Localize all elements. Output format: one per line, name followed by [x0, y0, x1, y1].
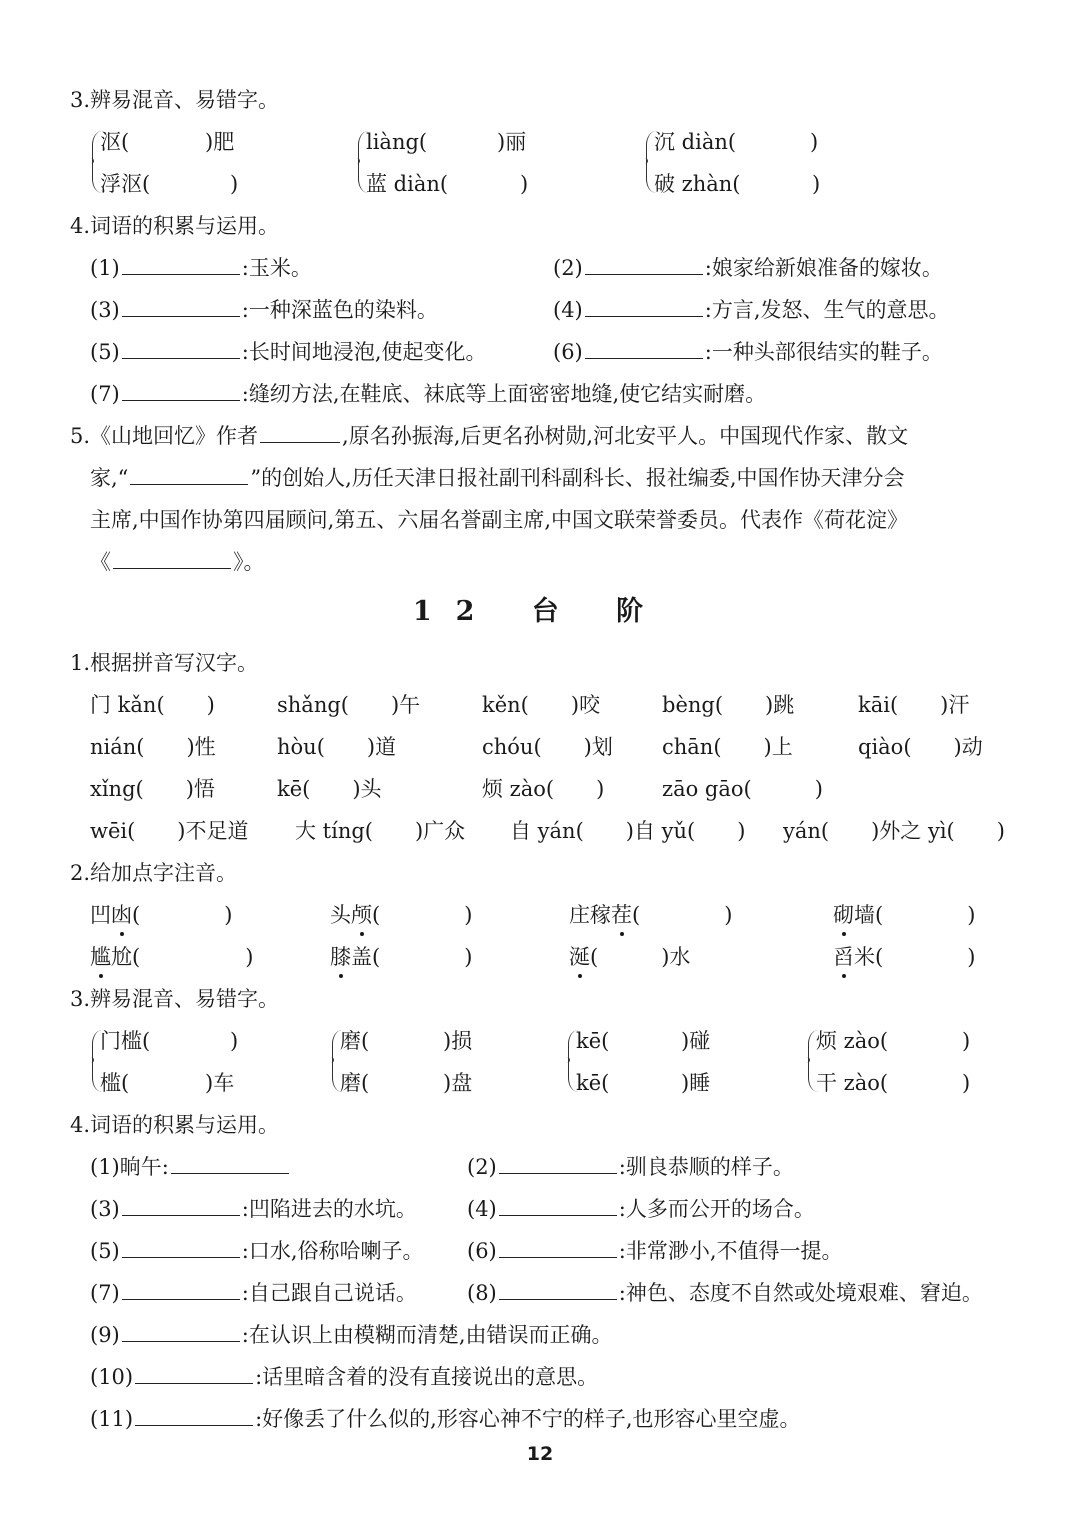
answer-blank[interactable] — [122, 1279, 240, 1300]
answer-blank[interactable] — [499, 1237, 617, 1258]
pair-item: 烦 zào( — [816, 1029, 889, 1053]
pair-item: ) — [812, 172, 821, 196]
dotted-char: 尴 — [90, 942, 111, 972]
pair-item: )丽 — [497, 130, 527, 154]
dotted-char-item: 尴尬( ) — [90, 942, 253, 972]
paragraph-line: 5.《山地回忆》作者 ,原名孙振海,后更名孙树勋,河北安平人。中国现代作家、散文 — [70, 424, 909, 448]
vocab-item: (2) :驯良恭顺的样子。 — [467, 1155, 794, 1179]
vocab-item: (3) :一种深蓝色的染料。 — [90, 298, 438, 322]
answer-blank[interactable] — [499, 1195, 617, 1216]
pinyin-item: wēi( )不足道 — [90, 819, 249, 843]
section-heading: 4.词语的积累与运用。 — [70, 214, 280, 238]
section-heading: 2.给加点字注音。 — [70, 861, 238, 885]
pair-item: 干 zào( — [816, 1071, 889, 1095]
answer-blank[interactable] — [113, 548, 231, 569]
section-heading: 3.辨易混音、易错字。 — [70, 88, 280, 112]
pair-item: kē( — [576, 1071, 610, 1095]
answer-blank[interactable] — [135, 1363, 253, 1384]
answer-blank[interactable] — [260, 422, 340, 443]
pair-item: 破 zhàn( — [654, 172, 741, 196]
vocab-item: (6) :非常渺小,不值得一提。 — [467, 1239, 843, 1263]
paragraph-line: 家,“ ”的创始人,历任天津日报社副刊科副科长、报社编委,中国作协天津分会 — [90, 466, 905, 490]
pair-item: ) — [810, 130, 819, 154]
pair-item: 沤( — [100, 130, 130, 154]
pinyin-item: zāo gāo( ) — [662, 777, 823, 801]
dotted-char: 颅 — [351, 900, 372, 930]
dotted-char: 舀 — [833, 942, 854, 972]
pair-item: )睡 — [681, 1071, 711, 1095]
answer-blank[interactable] — [585, 296, 703, 317]
dotted-char-item: 舀米( ) — [833, 942, 975, 972]
dotted-char-item: 凹凼( ) — [90, 900, 232, 930]
pair-item: 槛( — [100, 1071, 130, 1095]
pinyin-item: kāi( )汗 — [858, 693, 970, 717]
pair-item: )盘 — [443, 1071, 473, 1095]
answer-blank[interactable] — [585, 338, 703, 359]
pair-item: ) — [962, 1029, 971, 1053]
vocab-item: (1)晌午: — [90, 1152, 291, 1182]
pair-item: kē( — [576, 1029, 610, 1053]
answer-blank[interactable] — [122, 254, 240, 275]
pinyin-item: 烦 zào( ) — [482, 777, 605, 801]
vocab-item: (2) :娘家给新娘准备的嫁妆。 — [553, 256, 943, 280]
vocab-item: (7) :缝纫方法,在鞋底、袜底等上面密密地缝,使它结实耐磨。 — [90, 382, 767, 406]
answer-blank[interactable] — [171, 1153, 289, 1174]
vocab-item: (11) :好像丢了什么似的,形容心神不宁的样子,也形容心里空虚。 — [90, 1407, 801, 1431]
answer-blank[interactable] — [122, 296, 240, 317]
answer-blank[interactable] — [135, 1405, 253, 1426]
dotted-char: 涎 — [569, 942, 590, 972]
dotted-char-item: 涎( )水 — [569, 942, 690, 972]
pair-item: 浮沤( — [100, 172, 151, 196]
paragraph-line: 主席,中国作协第四届顾问,第五、六届名誉副主席,中国文联荣誉委员。代表作《荷花淀》 — [90, 508, 909, 532]
pinyin-item: kěn( )咬 — [482, 693, 601, 717]
answer-blank[interactable] — [122, 1195, 240, 1216]
vocab-item: (3) :凹陷进去的水坑。 — [90, 1197, 417, 1221]
pair-item: ) — [230, 172, 239, 196]
pinyin-item: xǐng( )悟 — [90, 777, 215, 801]
vocab-item: (10) :话里暗含着的没有直接说出的意思。 — [90, 1365, 599, 1389]
dotted-char-item: 砌墙( ) — [833, 900, 975, 930]
pair-item: ) — [520, 172, 529, 196]
pinyin-item: kē( )头 — [277, 777, 382, 801]
pair-item: 蓝 diàn( — [366, 172, 449, 196]
section-heading: 1.根据拼音写汉字。 — [70, 651, 259, 675]
pinyin-item: qiào( )动 — [858, 735, 983, 759]
vocab-item: (4) :人多而公开的场合。 — [467, 1197, 815, 1221]
dotted-char: 凼 — [111, 900, 132, 930]
dotted-char-item: 庄稼茬( ) — [569, 900, 732, 930]
pair-item: ) — [962, 1071, 971, 1095]
pair-item: ) — [230, 1029, 239, 1053]
section-heading: 4.词语的积累与运用。 — [70, 1113, 280, 1137]
lesson-title: 12 台 阶 — [412, 596, 668, 627]
pinyin-item: chān( )上 — [662, 735, 793, 759]
page-number: 12 — [526, 1443, 554, 1465]
vocab-item: (6) :一种头部很结实的鞋子。 — [553, 340, 943, 364]
pinyin-item: yán( )外之 yì( ) — [783, 819, 1005, 843]
answer-blank[interactable] — [122, 338, 240, 359]
pair-item: )损 — [443, 1029, 473, 1053]
pinyin-item: bèng( )跳 — [662, 693, 795, 717]
paragraph-line: 《 》。 — [90, 550, 265, 574]
pinyin-item: shǎng( )午 — [277, 693, 421, 717]
dotted-char: 茬 — [611, 900, 632, 930]
pair-item: 门槛( — [100, 1029, 151, 1053]
pinyin-item: hòu( )道 — [277, 735, 397, 759]
pinyin-item: chóu( )划 — [482, 735, 613, 759]
answer-blank[interactable] — [499, 1153, 617, 1174]
dotted-char: 膝 — [330, 942, 351, 972]
dotted-char-item: 膝盖( ) — [330, 942, 472, 972]
vocab-item: (8) :神色、态度不自然或处境艰难、窘迫。 — [467, 1281, 983, 1305]
dotted-char: 砌 — [833, 900, 854, 930]
answer-blank[interactable] — [499, 1279, 617, 1300]
dotted-char-item: 头颅( ) — [330, 900, 472, 930]
pair-item: )车 — [205, 1071, 235, 1095]
pinyin-item: nián( )性 — [90, 735, 216, 759]
vocab-item: (5) :长时间地浸泡,使起变化。 — [90, 340, 487, 364]
pair-item: 磨( — [340, 1071, 370, 1095]
pinyin-item: 大 tíng( )广众 — [295, 819, 466, 843]
answer-blank[interactable] — [122, 380, 240, 401]
vocab-item: (4) :方言,发怒、生气的意思。 — [553, 298, 950, 322]
pinyin-item: 自 yán( )自 yǔ( ) — [510, 819, 746, 843]
vocab-item: (5) :口水,俗称哈喇子。 — [90, 1239, 424, 1263]
pair-item: )碰 — [681, 1029, 711, 1053]
answer-blank[interactable] — [122, 1321, 240, 1342]
section-heading: 3.辨易混音、易错字。 — [70, 987, 280, 1011]
pair-item: liàng( — [366, 130, 428, 154]
vocab-item: (7) :自己跟自己说话。 — [90, 1281, 417, 1305]
pair-item: 磨( — [340, 1029, 370, 1053]
pinyin-item: 门 kǎn( ) — [90, 693, 215, 717]
pair-item: 沉 diàn( — [654, 130, 737, 154]
answer-blank[interactable] — [122, 1237, 240, 1258]
answer-blank[interactable] — [130, 464, 248, 485]
vocab-item: (9) :在认识上由模糊而清楚,由错误而正确。 — [90, 1323, 613, 1347]
pair-item: )肥 — [205, 130, 235, 154]
vocab-item: (1) :玉米。 — [90, 256, 312, 280]
answer-blank[interactable] — [585, 254, 703, 275]
